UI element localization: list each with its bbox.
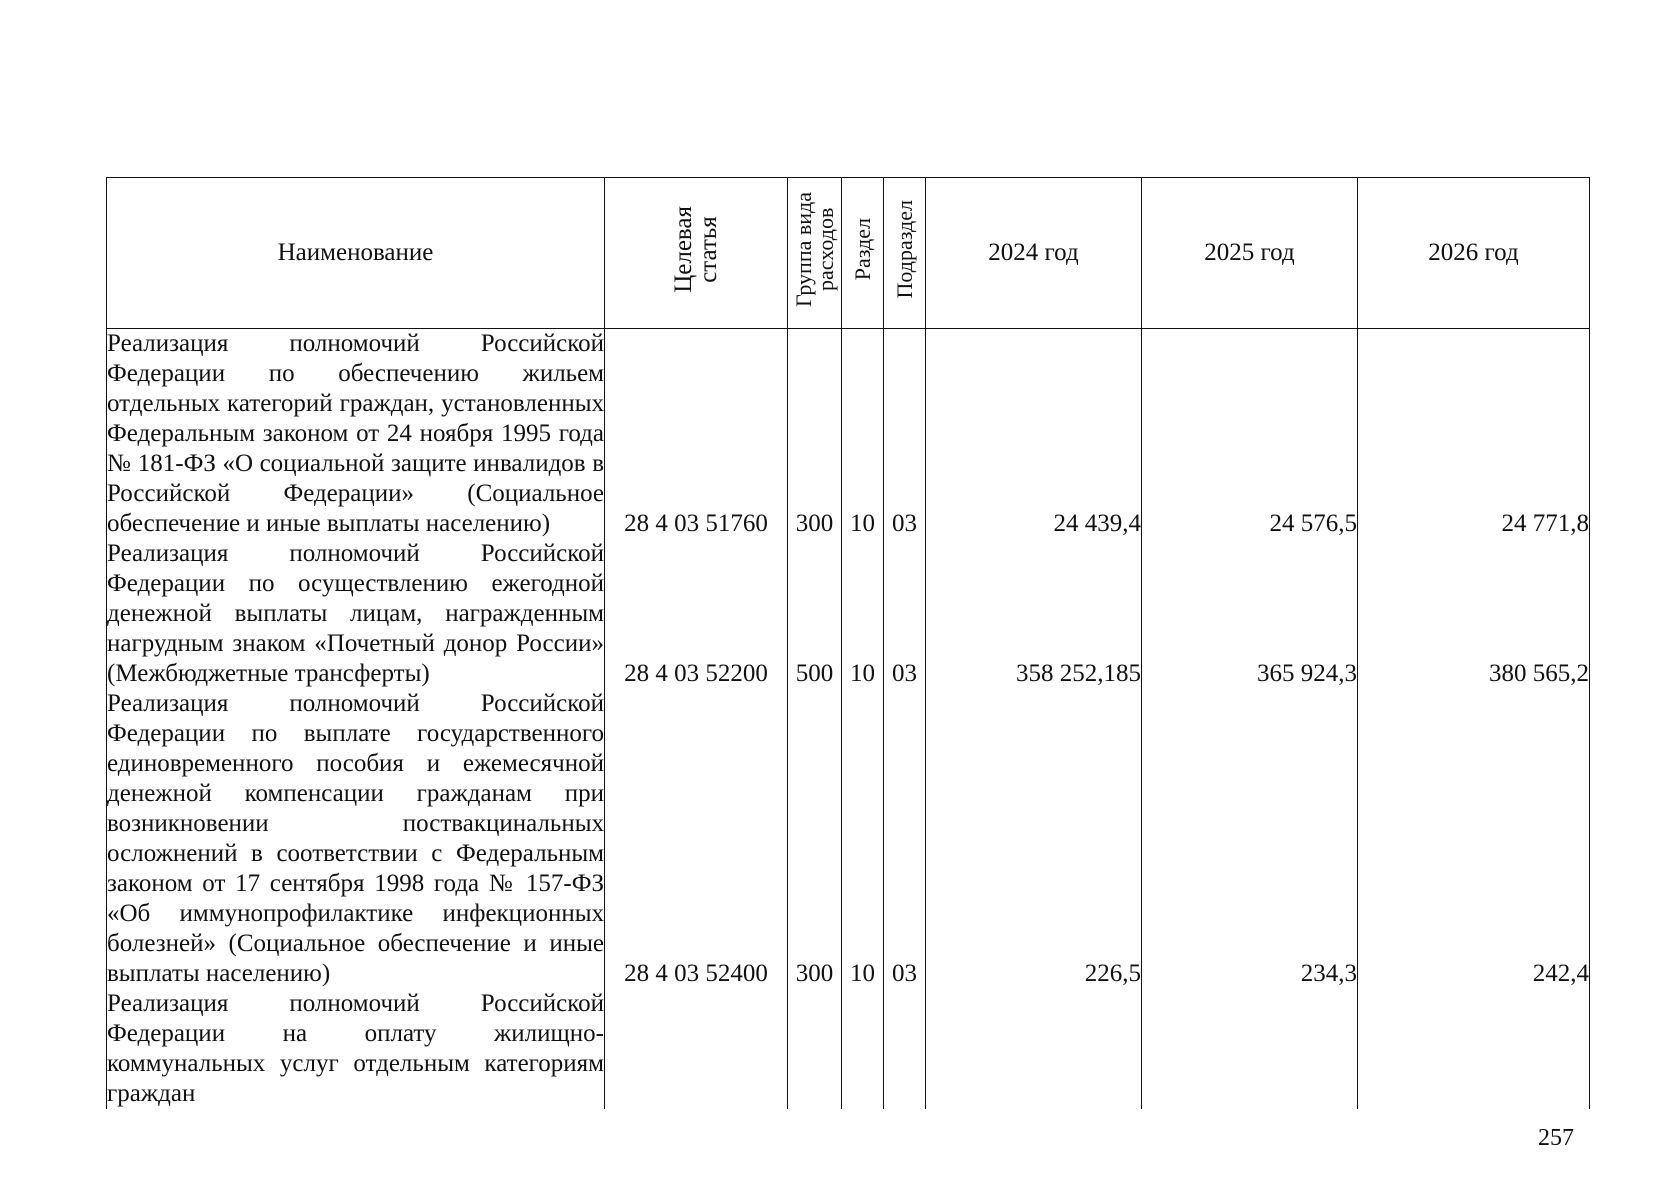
header-section: Раздел bbox=[842, 178, 884, 329]
row-target-article: 28 4 03 52200 bbox=[605, 539, 788, 689]
row-value-2025 bbox=[1142, 989, 1358, 1109]
row-value-2026 bbox=[1358, 989, 1590, 1109]
header-target-article: Целевая статья bbox=[605, 178, 788, 329]
row-expense-group: 500 bbox=[788, 539, 842, 689]
row-target-article: 28 4 03 52400 bbox=[605, 689, 788, 989]
table-row bbox=[107, 989, 1590, 1109]
row-section: 10 bbox=[842, 689, 884, 989]
row-name: Реализация полномочий Российской Федерации на оплату жилищно-коммунальных услуг отдельным категориям граждан bbox=[107, 990, 604, 1107]
row-value-2026: 242,4 bbox=[1358, 689, 1590, 989]
row-subsection: 03 bbox=[884, 689, 926, 989]
row-expense-group bbox=[788, 989, 842, 1109]
row-target-article: 28 4 03 51760 bbox=[605, 329, 788, 540]
row-subsection: 03 bbox=[884, 539, 926, 689]
row-value-2025: 24 576,5 bbox=[1142, 329, 1358, 540]
row-value-2024 bbox=[926, 989, 1142, 1109]
row-value-2024: 24 439,4 bbox=[926, 329, 1142, 540]
row-name: Реализация полномочий Российской Федерации по выплате государственного единовременного пособия и ежемесячной денежной компенсации гражданам при возникновении поствакцинальных осложнений в соответствии с Федеральным законом от 17 сентября 1998 года № 157-ФЗ «Об иммунопрофилактике инфекционных болезней» (Социальное обеспечение и иные выплаты населению) bbox=[107, 690, 604, 987]
row-name: Реализация полномочий Российской Федерации по осуществлению ежегодной денежной выплаты лицам, награжденным нагрудным знаком «Почетный донор России» (Межбюджетные трансферты) bbox=[107, 540, 604, 687]
row-subsection: 03 bbox=[884, 329, 926, 540]
table-row bbox=[107, 689, 1590, 989]
budget-table bbox=[106, 177, 1590, 1109]
table-row bbox=[107, 539, 1590, 689]
row-value-2026: 24 771,8 bbox=[1358, 329, 1590, 540]
page-number: 257 bbox=[1538, 1125, 1574, 1151]
row-value-2025: 234,3 bbox=[1142, 689, 1358, 989]
table-header-row bbox=[107, 178, 1590, 329]
header-expense-group: Группа вида расходов bbox=[788, 178, 842, 329]
table-row bbox=[107, 329, 1590, 540]
row-name: Реализация полномочий Российской Федерации по обеспечению жильем отдельных категорий граждан, установленных Федеральным законом от 24 ноября 1995 года № 181-ФЗ «О социальной защите инвалидов в Российской Федерации» (Социальное обеспечение и иные выплаты населению) bbox=[107, 330, 604, 537]
row-section: 10 bbox=[842, 539, 884, 689]
row-value-2024: 226,5 bbox=[926, 689, 1142, 989]
row-section bbox=[842, 989, 884, 1109]
row-value-2024: 358 252,185 bbox=[926, 539, 1142, 689]
header-name: Наименование bbox=[107, 178, 605, 329]
header-subsection: Подраздел bbox=[884, 178, 926, 329]
row-expense-group: 300 bbox=[788, 689, 842, 989]
header-year-2025: 2025 год bbox=[1142, 178, 1358, 329]
row-section: 10 bbox=[842, 329, 884, 540]
header-year-2024: 2024 год bbox=[926, 178, 1142, 329]
row-value-2025: 365 924,3 bbox=[1142, 539, 1358, 689]
header-year-2026: 2026 год bbox=[1358, 178, 1590, 329]
row-value-2026: 380 565,2 bbox=[1358, 539, 1590, 689]
row-expense-group: 300 bbox=[788, 329, 842, 540]
row-subsection bbox=[884, 989, 926, 1109]
row-target-article bbox=[605, 989, 788, 1109]
